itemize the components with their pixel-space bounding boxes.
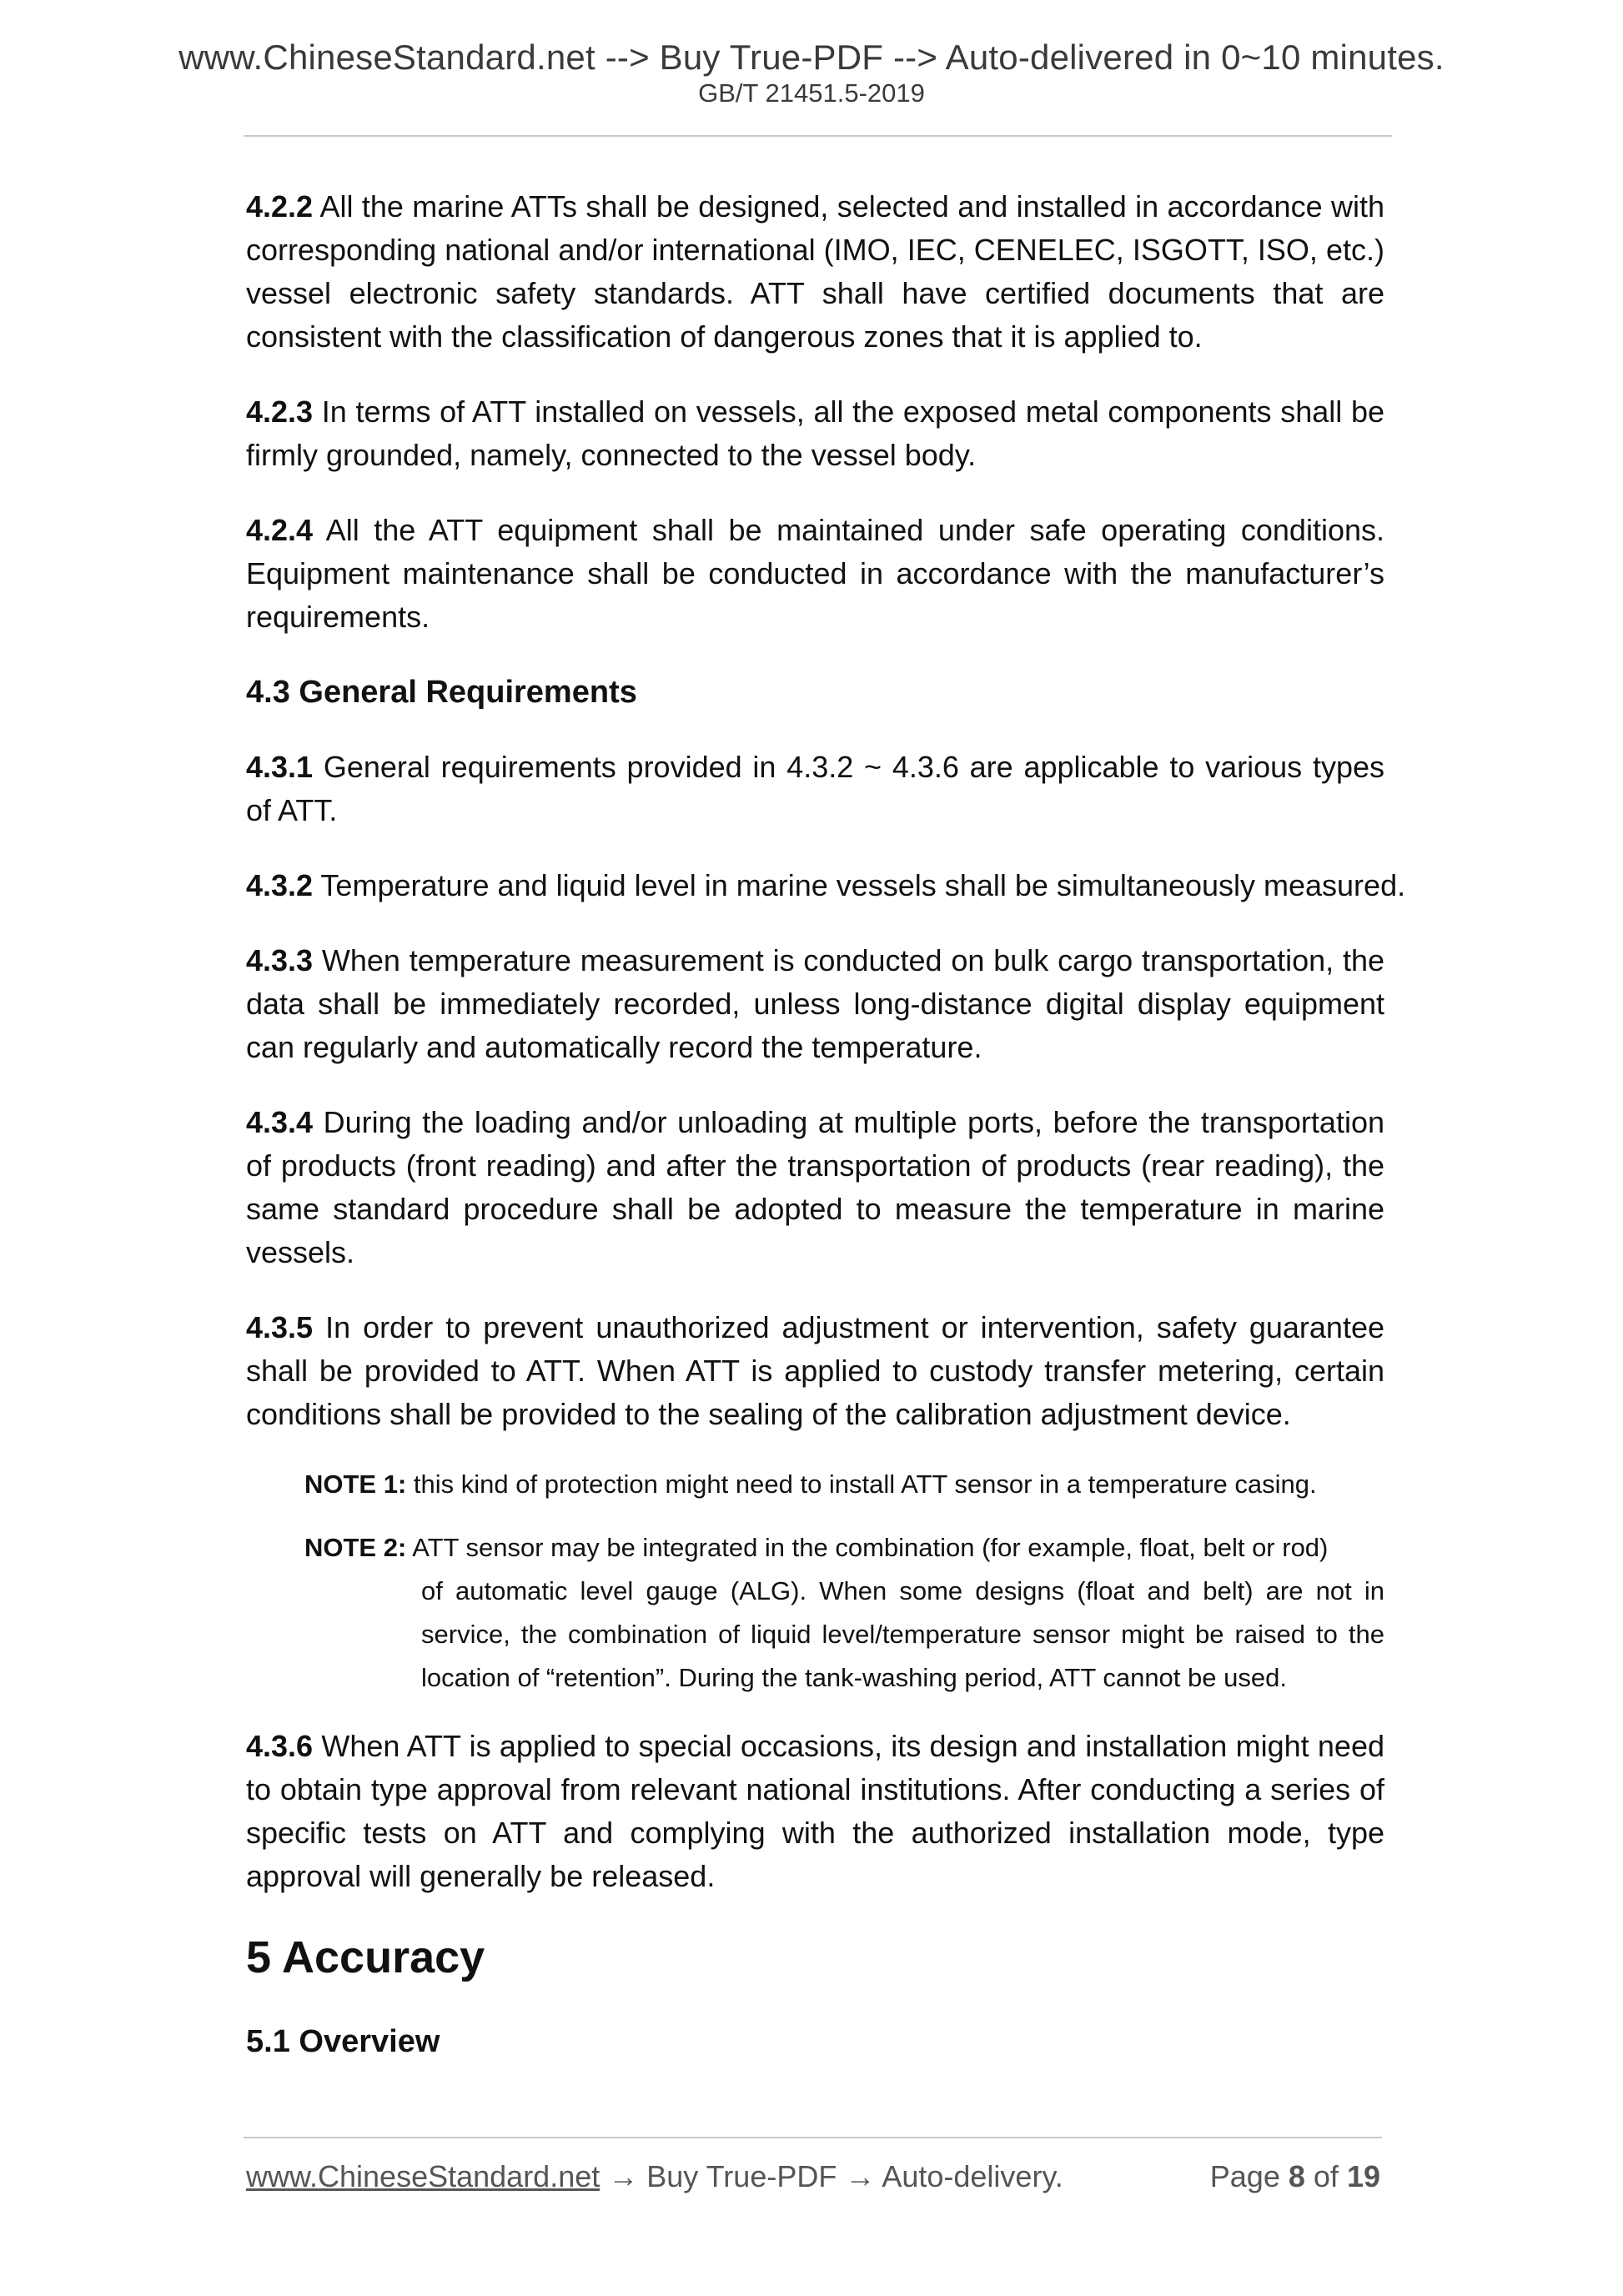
- clause-text: During the loading and/or unloading at multiple ports, before the transportation of products (front reading) and after the transportation of products (rear reading), the same standard procedure shall be adopted to measure the temperature in marine vessels.: [246, 1105, 1384, 1269]
- clause-number: 4.2.4: [246, 513, 314, 547]
- clause-text: In order to prevent unauthorized adjustment or intervention, safety guarantee shall be provided to ATT. When ATT is applied to custody transfer metering, certain conditions shall be provided to the sealing of the calibration adjustment device.: [246, 1310, 1384, 1431]
- clause-4-3-1: [246, 746, 1384, 832]
- arrow-right-icon: →: [845, 2159, 876, 2193]
- clause-text: When temperature measurement is conducted on bulk cargo transportation, the data shall be immediately recorded, unless long-distance digital display equipment can regularly and automatically record the temperature.: [246, 943, 1384, 1064]
- clause-4-3-6: [246, 1725, 1384, 1898]
- auto-delivery-text: Auto-delivery.: [875, 2159, 1063, 2193]
- current-page: 8: [1288, 2159, 1305, 2193]
- clause-number: 4.3.1: [246, 750, 314, 784]
- clause-text: In terms of ATT installed on vessels, all the exposed metal components shall be firmly grounded, namely, connected to the vessel body.: [246, 394, 1384, 472]
- note-2: [304, 1526, 1384, 1700]
- clause-number: 4.3.4: [246, 1105, 314, 1139]
- total-pages: 19: [1346, 2159, 1380, 2193]
- arrow-right-icon: →: [608, 2159, 639, 2193]
- clause-text: All the marine ATTs shall be designed, selected and installed in accordance with corresponding national and/or international (IMO, IEC, CENELEC, ISGOTT, ISO, etc.) vessel electronic safety standards. ATT shall have certified documents that are consistent with the classification of dangerous zones that it is applied to.: [246, 189, 1384, 354]
- clause-number: 4.2.3: [246, 394, 314, 429]
- note-1: [304, 1463, 1384, 1506]
- clause-number: 4.3.2: [246, 868, 314, 902]
- note-continuation: of automatic level gauge (ALG). When some designs (float and belt) are not in service, the combination of liquid level/temperature sensor might be raised to the location of “retention”. During the tank-washing period, ATT cannot be used.: [421, 1576, 1384, 1692]
- clause-4-2-2: [246, 185, 1384, 359]
- note-label: NOTE 2:: [304, 1533, 407, 1562]
- document-id: GB/T 21451.5-2019: [698, 78, 925, 108]
- clause-4-3-4: [246, 1101, 1384, 1274]
- clause-4-3-3: [246, 939, 1384, 1069]
- heading-5-1: 5.1 Overview: [246, 2024, 440, 2059]
- heading-4-3: 4.3 General Requirements: [246, 675, 637, 710]
- page-label: Page: [1209, 2159, 1280, 2193]
- clause-4-3-2: [246, 864, 1406, 907]
- note-text: ATT sensor may be integrated in the combination (for example, float, belt or rod): [406, 1533, 1329, 1562]
- note-text: this kind of protection might need to install ATT sensor in a temperature casing.: [406, 1470, 1317, 1499]
- clause-number: 4.3.6: [246, 1729, 314, 1763]
- clause-number: 4.3.5: [246, 1310, 314, 1344]
- note-first-line: [304, 1526, 1384, 1570]
- clause-4-2-4: [246, 509, 1384, 639]
- note-label: NOTE 1:: [304, 1470, 407, 1499]
- site-link[interactable]: www.ChineseStandard.net: [246, 2159, 600, 2193]
- footer-links: [246, 2157, 1063, 2197]
- of-label: of: [1313, 2159, 1339, 2193]
- page-number: [1210, 2157, 1380, 2197]
- clause-number: 4.3.3: [246, 943, 314, 977]
- clause-text: Temperature and liquid level in marine vessels shall be simultaneously measured.: [313, 868, 1406, 902]
- clause-text: General requirements provided in 4.3.2 ~ 4.3.6 are applicable to various types of ATT.: [246, 750, 1384, 827]
- clause-text: When ATT is applied to special occasions, its design and installation might need to obtain type approval from relevant national institutions. After conducting a series of specific tests on ATT and complying with the authorized installation mode, type approval will generally be released.: [246, 1729, 1384, 1893]
- buy-text: Buy True-PDF: [638, 2159, 846, 2193]
- clause-number: 4.2.2: [246, 189, 314, 224]
- site-banner: www.ChineseStandard.net --> Buy True-PDF --> Auto-delivered in 0~10 minutes.: [178, 38, 1445, 77]
- heading-5: 5 Accuracy: [246, 1932, 485, 1982]
- clause-text: All the ATT equipment shall be maintained under safe operating conditions. Equipment maintenance shall be conducted in accordance with the manufacturer’s requirements.: [246, 513, 1384, 634]
- clause-4-2-3: [246, 390, 1384, 477]
- footer-divider: [244, 2137, 1382, 2138]
- document-body: [246, 185, 1406, 2063]
- clause-4-3-5: [246, 1306, 1384, 1436]
- header-divider: [244, 135, 1392, 137]
